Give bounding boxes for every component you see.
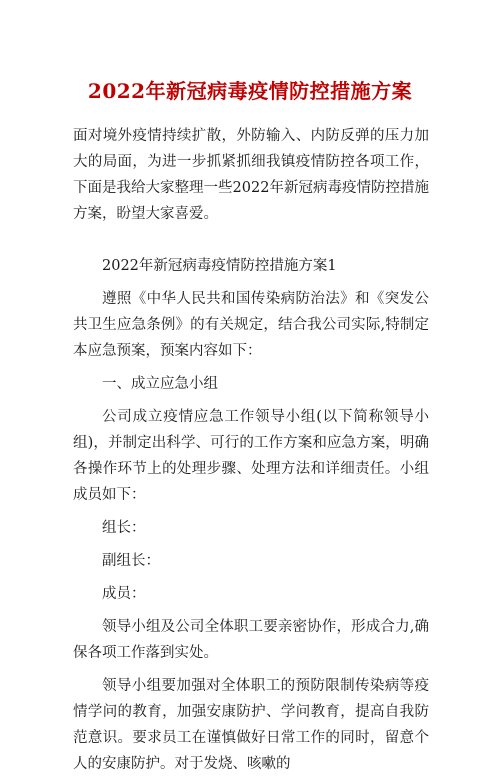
body-paragraph: 遵照《中华人民共和国传染病防治法》和《突发公共卫生应急条例》的有关规定，结合我公司实际,特制定本应急预案，预案内容如下： [73, 291, 429, 359]
intro-paragraph: 面对境外疫情持续扩散，外防输入、内防反弹的压力加大的局面，为进一步抓紧抓细我镇疫情防控各项工作，下面是我给大家整理一些2022年新冠病毒疫情防控措施方案，盼望大家喜爱。 [73, 128, 429, 222]
role-line-members: 成员： [102, 586, 146, 602]
body-paragraph: 领导小组及公司全体职工要亲密协作，形成合力,确保各项工作落到实处。 [73, 619, 429, 661]
document-title: 2022年新冠病毒疫情防控措施方案 [87, 79, 413, 103]
section-heading: 2022年新冠病毒疫情防控措施方案1 [102, 258, 337, 274]
body-paragraph: 领导小组要加强对全体职工的预防限制传染病等疫情学问的教育，加强安康防护、学问教育，提高自我防范意识。要求员工在谨慎做好日常工作的同时，留意个人的安康防护。对于发烧、咳嗽的 [73, 678, 429, 772]
document-body [73, 123, 429, 784]
subsection-heading: 一、成立应急小组 [102, 376, 218, 392]
role-line-deputy: 副组长： [102, 553, 160, 569]
role-line-leader: 组长： [102, 520, 146, 536]
body-paragraph: 公司成立疫情应急工作领导小组(以下简称领导小组)，并制定出科学、可行的工作方案和应急方案，明确各操作环节上的处理步骤、处理方法和详细责任。小组成员如下： [73, 409, 429, 503]
